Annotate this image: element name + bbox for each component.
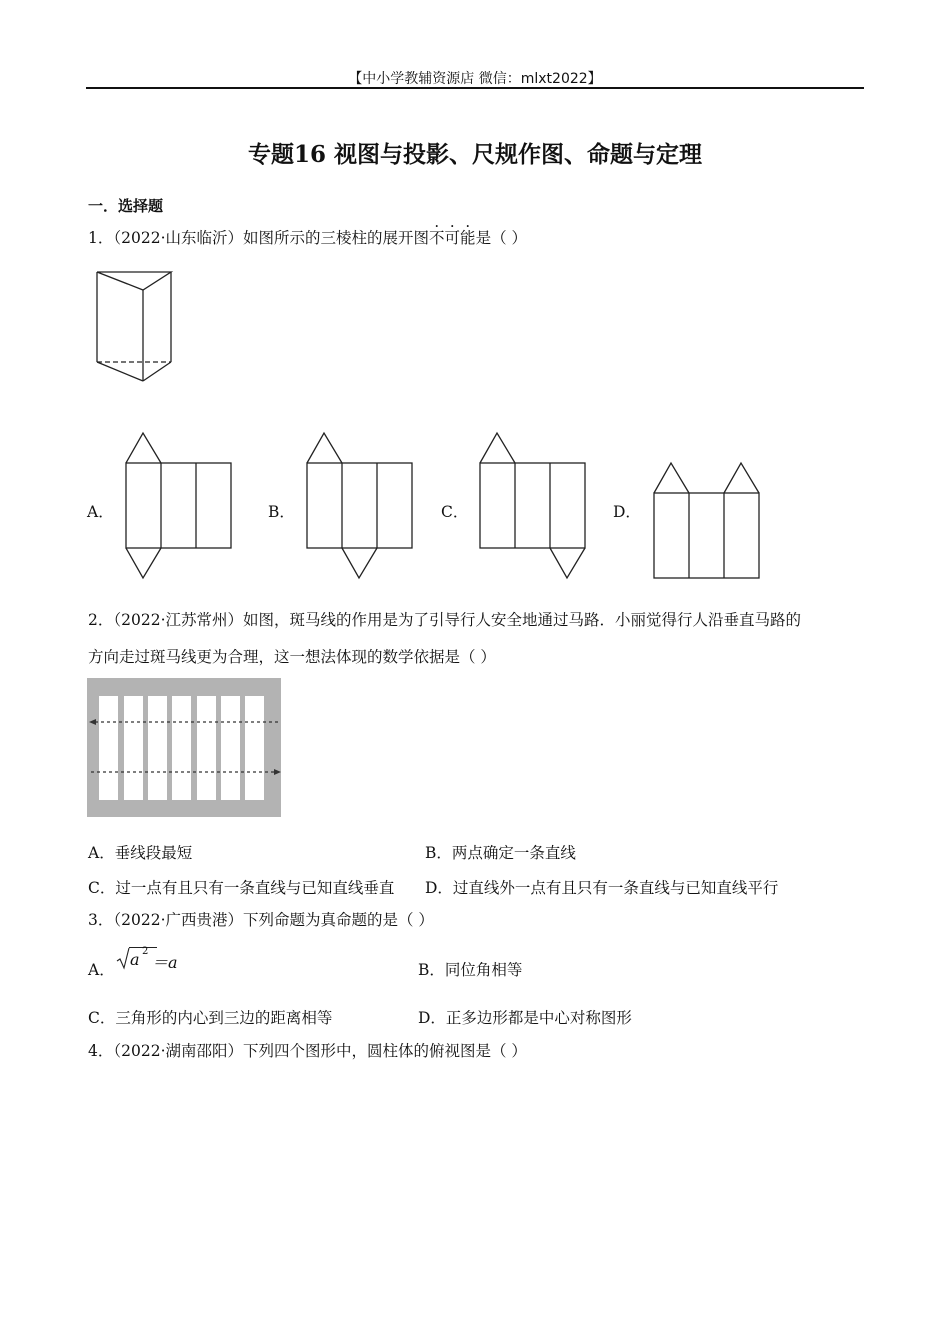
emphasis-char: 可 — [444, 229, 461, 247]
question-number: 2． — [88, 611, 114, 629]
net-option-c — [478, 430, 590, 582]
q3-option-a-label: A． — [88, 961, 115, 979]
triangular-prism-figure — [94, 268, 176, 386]
radicand: a — [130, 950, 140, 969]
option-c-label: C． — [441, 503, 469, 521]
question-2 — [88, 609, 801, 631]
q2-option-d: D．过直线外一点有且只有一条直线与已知直线平行 — [425, 879, 779, 897]
question-text: 下列四个图形中，圆柱体的俯视图是（ ） — [243, 1042, 527, 1060]
section-heading: 一．选择题 — [88, 197, 164, 215]
net-option-b — [305, 430, 417, 582]
question-number: 3． — [88, 911, 114, 929]
header-rule — [86, 87, 864, 89]
emphasis-char: 不 — [429, 229, 445, 247]
emphasis-char: 能 — [460, 229, 476, 247]
question-source: （2022·广西贵港） — [113, 911, 243, 929]
net-option-a — [124, 430, 236, 582]
q2-option-a: A．垂线段最短 — [88, 844, 193, 862]
option-d-label: D． — [613, 503, 641, 521]
net-option-d — [652, 460, 764, 582]
page-header: 【中小学教辅资源店 微信：mlxt2022】 — [348, 71, 602, 87]
exponent: 2 — [142, 946, 149, 957]
question-2-line-2: 方向走过斑马线更为合理，这一想法体现的数学依据是（ ） — [88, 648, 496, 666]
q3-option-b: B．同位角相等 — [418, 961, 523, 979]
option-b-label: B． — [268, 503, 295, 521]
question-3 — [88, 909, 434, 931]
question-text: 如图所示的三棱柱的展开图 — [243, 229, 430, 247]
q2-option-b: B．两点确定一条直线 — [425, 844, 576, 862]
formula-rhs: ＝a — [152, 953, 178, 972]
question-text: 如图，斑马线的作用是为了引导行人安全地通过马路．小丽觉得行人沿垂直马路的 — [243, 611, 802, 629]
question-1 — [88, 227, 527, 249]
zebra-crossing-figure — [87, 678, 283, 819]
question-text: 是（ ） — [475, 229, 527, 247]
question-source: （2022·江苏常州） — [113, 611, 243, 629]
q3-option-d: D．正多边形都是中心对称图形 — [418, 1009, 632, 1027]
page-title: 专题16 视图与投影、尺规作图、命题与定理 — [247, 141, 702, 168]
question-4 — [88, 1040, 527, 1062]
question-number: 4． — [88, 1042, 114, 1060]
q2-option-c: C．过一点有且只有一条直线与已知直线垂直 — [88, 879, 395, 897]
question-source: （2022·湖南邵阳） — [113, 1042, 243, 1060]
question-source: （2022·山东临沂） — [113, 229, 243, 247]
sqrt-icon — [116, 946, 130, 970]
option-a-label: A． — [87, 503, 114, 521]
q3-option-c: C．三角形的内心到三边的距离相等 — [88, 1009, 333, 1027]
question-text: 下列命题为真命题的是（ ） — [243, 911, 434, 929]
question-number: 1． — [88, 229, 114, 247]
q3-option-a-formula — [116, 944, 196, 974]
